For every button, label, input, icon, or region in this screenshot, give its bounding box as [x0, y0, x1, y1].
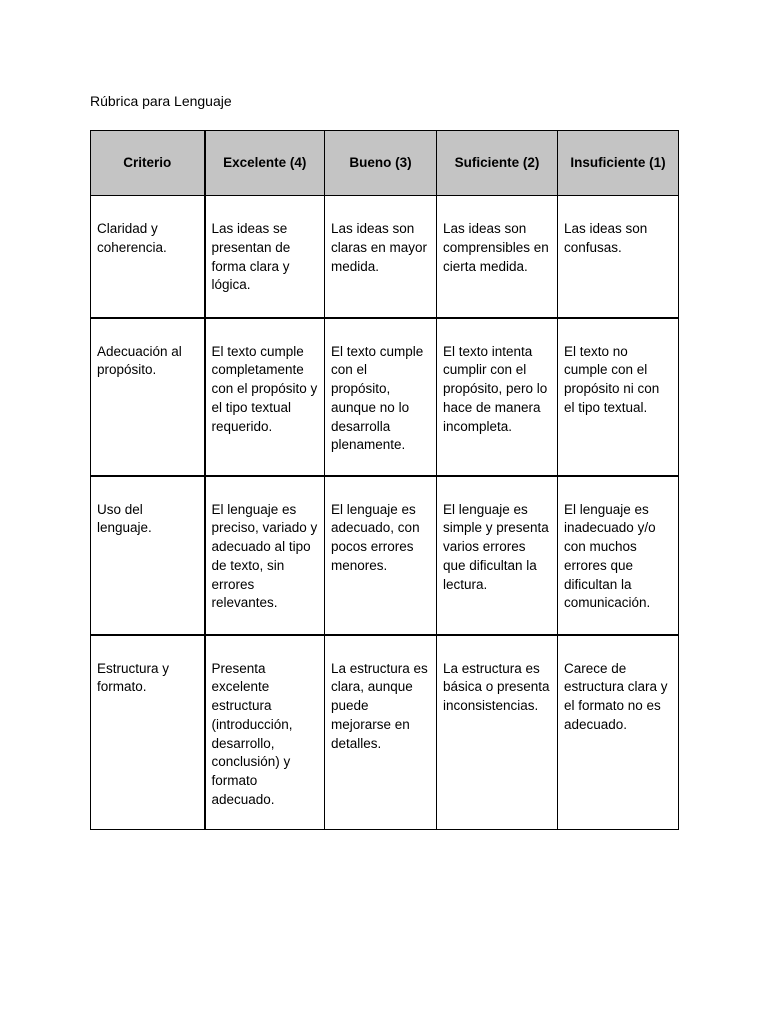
table-header-row: [91, 131, 679, 196]
rubric-table: [90, 130, 679, 830]
header-insuficiente: Insuficiente (1): [558, 131, 679, 196]
suficiente-cell: Las ideas son comprensibles en cierta medida.: [437, 196, 558, 318]
insuficiente-cell: Carece de estructura clara y el formato no es adecuado.: [558, 635, 679, 830]
suficiente-cell: El texto intenta cumplir con el propósito, pero lo hace de manera incompleta.: [437, 318, 558, 476]
excelente-cell: El lenguaje es preciso, variado y adecuado al tipo de texto, sin errores relevantes.: [205, 476, 325, 635]
insuficiente-cell: Las ideas son confusas.: [558, 196, 679, 318]
header-suficiente: Suficiente (2): [437, 131, 558, 196]
header-excelente: Excelente (4): [205, 131, 325, 196]
suficiente-cell: El lenguaje es simple y presenta varios errores que dificultan la lectura.: [437, 476, 558, 635]
header-bueno: Bueno (3): [325, 131, 437, 196]
document-title: Rúbrica para Lenguaje: [90, 93, 232, 109]
excelente-cell: El texto cumple completamente con el propósito y el tipo textual requerido.: [205, 318, 325, 476]
bueno-cell: El lenguaje es adecuado, con pocos errores menores.: [325, 476, 437, 635]
criterion-cell: Claridad y coherencia.: [91, 196, 205, 318]
table-row: [91, 635, 679, 830]
criterion-cell: Estructura y formato.: [91, 635, 205, 830]
excelente-cell: Las ideas se presentan de forma clara y lógica.: [205, 196, 325, 318]
bueno-cell: Las ideas son claras en mayor medida.: [325, 196, 437, 318]
insuficiente-cell: El texto no cumple con el propósito ni con el tipo textual.: [558, 318, 679, 476]
bueno-cell: La estructura es clara, aunque puede mejorarse en detalles.: [325, 635, 437, 830]
insuficiente-cell: El lenguaje es inadecuado y/o con muchos errores que dificultan la comunicación.: [558, 476, 679, 635]
table-row: [91, 196, 679, 318]
criterion-cell: Adecuación al propósito.: [91, 318, 205, 476]
excelente-cell: Presenta excelente estructura (introducción, desarrollo, conclusión) y formato adecuado.: [205, 635, 325, 830]
suficiente-cell: La estructura es básica o presenta inconsistencias.: [437, 635, 558, 830]
table-row: [91, 318, 679, 476]
header-criterio: Criterio: [91, 131, 205, 196]
criterion-cell: Uso del lenguaje.: [91, 476, 205, 635]
bueno-cell: El texto cumple con el propósito, aunque no lo desarrolla plenamente.: [325, 318, 437, 476]
table-row: [91, 476, 679, 635]
